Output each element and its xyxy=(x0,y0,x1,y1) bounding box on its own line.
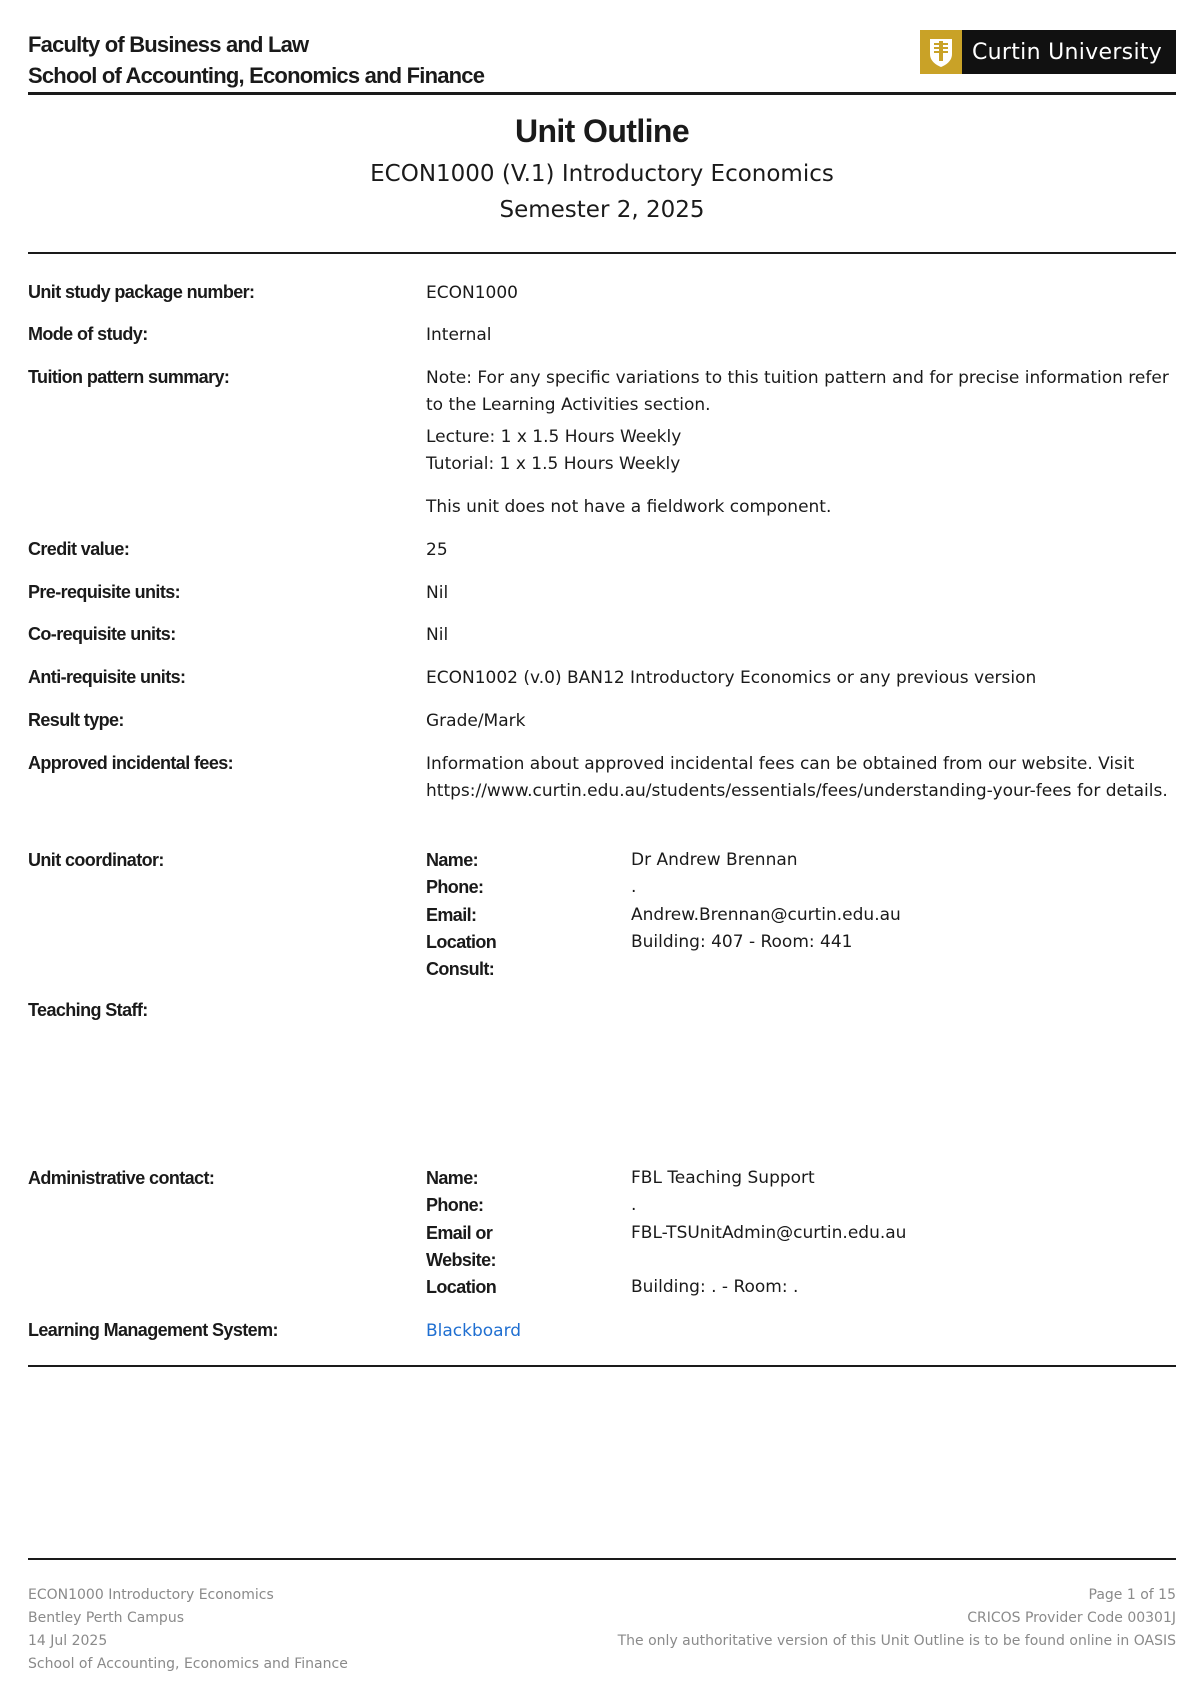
authoritative-notice: The only authoritative version of this Unit Outline is to be found online in OASIS xyxy=(617,1633,1176,1649)
coordinator-consult-label: Consult: xyxy=(426,959,495,979)
tuition-tutorial: Tutorial: 1 x 1.5 Hours Weekly xyxy=(426,454,681,474)
coordinator-location-label: Location xyxy=(426,932,497,952)
coreq-value: Nil xyxy=(426,625,449,645)
study-package-label: Unit study package number: xyxy=(28,282,255,302)
coordinator-location: Building: 407 - Room: 441 xyxy=(631,932,853,952)
tuition-fieldwork: This unit does not have a fieldwork component. xyxy=(426,497,832,517)
school-name: School of Accounting, Economics and Finance xyxy=(28,63,485,88)
blackboard-link[interactable]: Blackboard xyxy=(426,1321,522,1341)
footer-left xyxy=(28,1584,348,1676)
coordinator-phone: . xyxy=(631,877,637,897)
mode-value: Internal xyxy=(426,325,492,345)
footer-campus: Bentley Perth Campus xyxy=(28,1610,184,1626)
coreq-label: Co-requisite units: xyxy=(28,624,176,644)
tuition-lecture: Lecture: 1 x 1.5 Hours Weekly xyxy=(426,427,682,447)
footer-right xyxy=(618,1584,1176,1653)
header-divider xyxy=(28,92,1176,95)
shield-icon xyxy=(920,30,962,74)
page-header xyxy=(28,30,1176,92)
teaching-staff-label: Teaching Staff: xyxy=(28,1000,148,1020)
unit-outline-page xyxy=(28,0,1176,1698)
mode-label: Mode of study: xyxy=(28,324,148,344)
faculty-name: Faculty of Business and Law xyxy=(28,32,309,57)
lms-label: Learning Management System: xyxy=(28,1320,278,1340)
antireq-value: ECON1002 (v.0) BAN12 Introductory Economics or any previous version xyxy=(426,668,1037,688)
coordinator-email-label: Email: xyxy=(426,905,477,925)
footer-school: School of Accounting, Economics and Finance xyxy=(28,1656,348,1672)
footer-date: 14 Jul 2025 xyxy=(28,1633,108,1649)
admin-name: FBL Teaching Support xyxy=(631,1168,815,1188)
credit-value: 25 xyxy=(426,540,448,560)
coordinator-phone-label: Phone: xyxy=(426,877,484,897)
title-divider xyxy=(28,252,1176,254)
admin-location: Building: . - Room: . xyxy=(631,1277,799,1297)
curtin-logo xyxy=(920,30,1176,74)
tuition-label: Tuition pattern summary: xyxy=(28,367,230,387)
content-divider xyxy=(28,1365,1176,1367)
coordinator-label: Unit coordinator: xyxy=(28,850,164,870)
admin-phone-label: Phone: xyxy=(426,1195,484,1215)
page-number: Page 1 of 15 xyxy=(1088,1587,1176,1603)
semester-label: Semester 2, 2025 xyxy=(499,197,705,223)
admin-website-label: Website: xyxy=(426,1250,496,1270)
antireq-label: Anti-requisite units: xyxy=(28,667,186,687)
unit-title: ECON1000 (V.1) Introductory Economics xyxy=(370,161,834,187)
result-type-label: Result type: xyxy=(28,710,124,730)
coordinator-name: Dr Andrew Brennan xyxy=(631,850,798,870)
credit-label: Credit value: xyxy=(28,539,130,559)
coordinator-email[interactable]: Andrew.Brennan@curtin.edu.au xyxy=(631,905,901,925)
footer-unit: ECON1000 Introductory Economics xyxy=(28,1587,274,1603)
admin-phone: . xyxy=(631,1195,637,1215)
admin-name-label: Name: xyxy=(426,1168,479,1188)
fees-value: Information about approved incidental fees can be obtained from our website. Visit https://www.curtin.edu.au/students/essentials/fees/understanding-your-fees for details. xyxy=(426,754,1168,801)
footer-divider xyxy=(28,1558,1176,1560)
admin-email[interactable]: FBL-TSUnitAdmin@curtin.edu.au xyxy=(631,1223,907,1243)
page-title: Unit Outline xyxy=(514,113,690,149)
study-package-value: ECON1000 xyxy=(426,283,518,303)
result-type-value: Grade/Mark xyxy=(426,711,526,731)
coordinator-name-label: Name: xyxy=(426,850,479,870)
admin-contact-label: Administrative contact: xyxy=(28,1168,215,1188)
prereq-label: Pre-requisite units: xyxy=(28,582,181,602)
fees-label: Approved incidental fees: xyxy=(28,753,234,773)
tuition-note: Note: For any specific variations to this tuition pattern and for precise information refer to the Learning Activities section. xyxy=(426,368,1169,415)
admin-location-label: Location xyxy=(426,1277,497,1297)
logo-text: Curtin University xyxy=(972,39,1163,65)
admin-email-label: Email or xyxy=(426,1223,493,1243)
cricos-code: CRICOS Provider Code 00301J xyxy=(967,1610,1176,1626)
prereq-value: Nil xyxy=(426,583,449,603)
